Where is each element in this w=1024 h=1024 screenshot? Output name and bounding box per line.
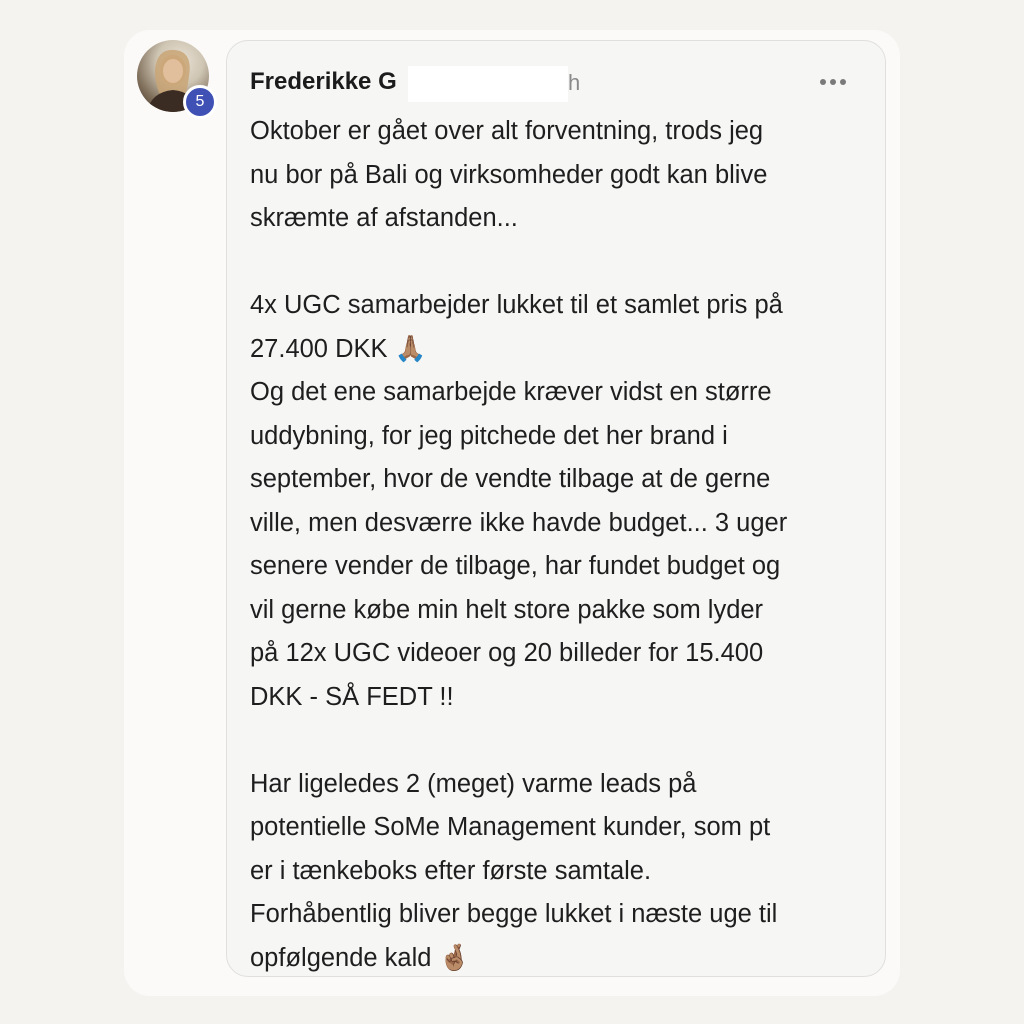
post-paragraph-1: Oktober er gået over alt forventning, trods jeg nu bor på Bali og virksomheder godt kan blive skræmte af afstanden... <box>250 117 768 232</box>
level-badge: 5 <box>183 85 217 119</box>
paragraph-gap <box>250 241 870 285</box>
post-paragraph-3: Har ligeledes 2 (meget) varme leads på potentielle SoMe Management kunder, som pt er i tænkeboks efter første samtale. Forhåbentlig bliver begge lukket i næste uge til opfølgende kald 🤞🏽 <box>250 769 778 972</box>
redacted-area <box>408 66 568 102</box>
more-dot <box>830 79 836 85</box>
more-options-button[interactable] <box>816 68 850 96</box>
post-body <box>250 110 870 980</box>
paragraph-gap <box>250 719 870 763</box>
more-horizontal-icon <box>820 79 826 85</box>
more-dot <box>840 79 846 85</box>
post-paragraph-2: 4x UGC samarbejder lukket til et samlet pris på 27.400 DKK 🙏🏽 Og det ene samarbejde kræver vidst en større uddybning, for jeg pitchede det her brand i september, hvor de vendte tilbage at de gerne ville, men desværre ikke havde budget... 3 uger senere vender de tilbage, har fundet budget og vil gerne købe min helt store pakke som lyder på 12x UGC videoer og 20 billeder for 15.400 DKK - SÅ FEDT !! <box>250 291 788 711</box>
post-timestamp: h <box>568 70 581 95</box>
author-row <box>250 64 397 100</box>
author-name[interactable]: Frederikke G <box>250 68 397 95</box>
